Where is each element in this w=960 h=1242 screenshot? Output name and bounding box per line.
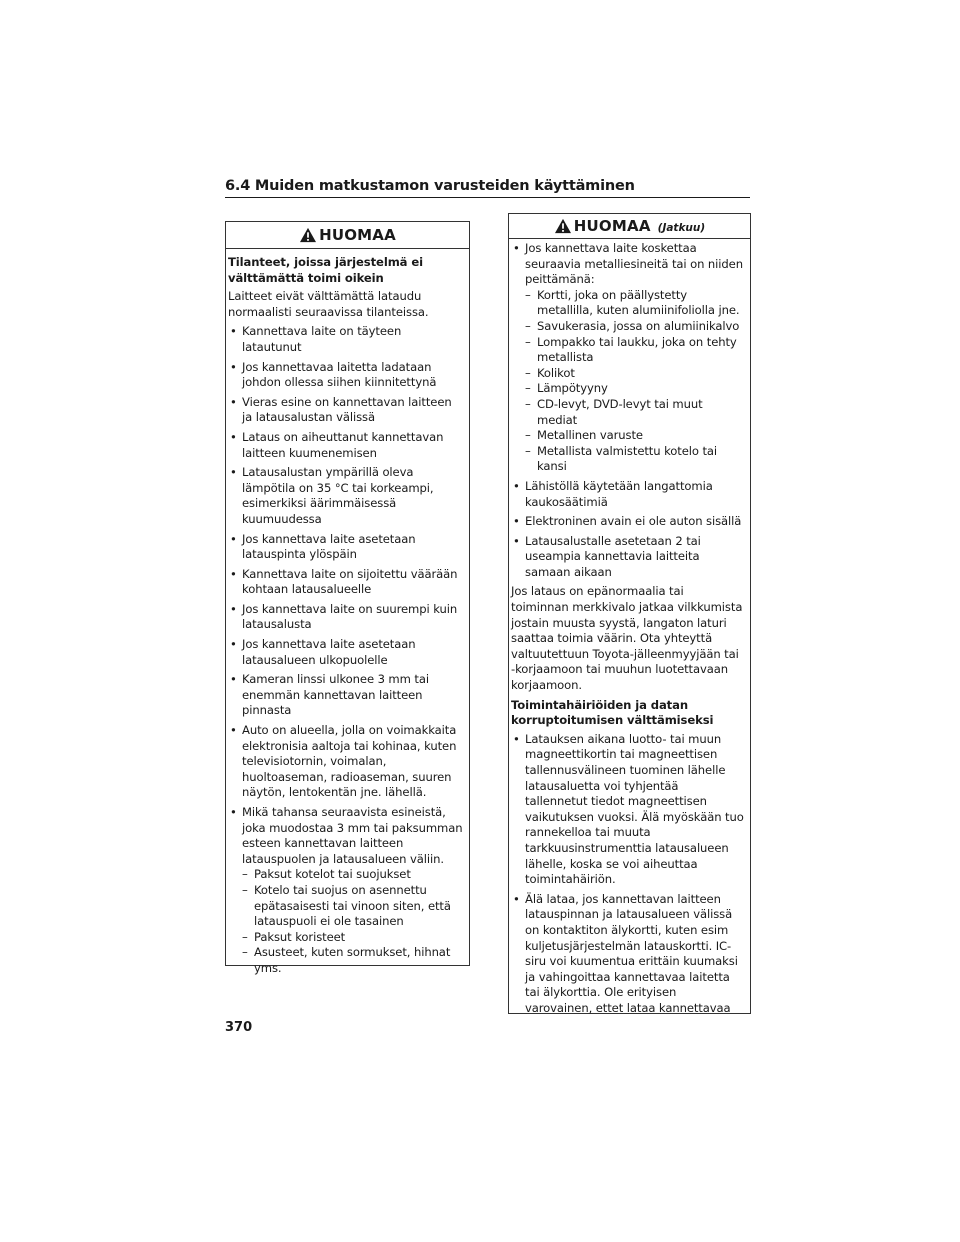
list-item: • Kannettava laite on täyteen latautunut <box>228 324 463 355</box>
list-item: • Elektroninen avain ei ole auton sisällä <box>511 514 744 530</box>
list-item: • Mikä tahansa seuraavista esineistä, joka muodostaa 3 mm tai paksumman esteen kannettavan laitteen latauspuolen ja latausalueen väliin. <box>228 805 463 867</box>
caution-header <box>226 222 469 249</box>
sub-list <box>511 288 744 475</box>
sub-list-item: – Kortti, joka on päällystetty metallilla, kuten alumiinifoliolla jne. <box>511 288 744 319</box>
list-item: • Latausalustan ympärillä oleva lämpötila on 35 °C tai korkeampi, esimerkiksi äärimmäisessä kuumuudessa <box>228 465 463 527</box>
list-item: • Kameran linssi ulkonee 3 mm tai enemmän kannettavan laitteen pinnasta <box>228 672 463 719</box>
list-item: • Älä lataa, jos kannettavan laitteen latauspinnan ja latausalueen välissä on kontaktiton älykortti, kuten esim kuljetusjärjestelmän latauskortti. IC-siru voi kuumentua erittäin kuumaksi ja vahingoittaa kannettavaa laitetta tai älykorttia. Ole erityisen varovainen, ettet lataa kannettavaa <box>511 892 744 1017</box>
list-item: • Latausalustalle asetetaan 2 tai useampia kannettavia laitteita samaan aikaan <box>511 534 744 581</box>
sub-list-item: – Asusteet, kuten sormukset, hihnat yms. <box>228 945 463 976</box>
paragraph: Jos lataus on epänormaalia tai toiminnan merkkivalo jatkaa vilkkumista jostain muusta syystä, langaton laturi saattaa toimia väärin. Ota yhteyttä valtuutettuun Toyota-jälleenmyyjään tai -korjaamoon tai muuhun luotettavaan korjaamoon. <box>511 584 743 693</box>
sub-list-item: – Kolikot <box>511 366 744 382</box>
caution-header-continued <box>509 214 750 239</box>
sub-list-item: – Metallista valmistettu kotelo tai kansi <box>511 444 744 475</box>
warning-triangle-icon <box>554 218 572 234</box>
sub-list-item: – CD-levyt, DVD-levyt tai muut mediat <box>511 397 744 428</box>
list-item: • Jos kannettava laite asetetaan latausalueen ulkopuolelle <box>228 637 463 668</box>
sub-list-item: – Kotelo tai suojus on asennettu epätasaisesti tai vinoon siten, että latauspuoli ei ole tasainen <box>228 883 463 930</box>
caution-heading: HUOMAA <box>319 226 396 244</box>
list-item: • Kannettava laite on sijoitettu väärään kohtaan latausalueelle <box>228 567 463 598</box>
sub-list-item: – Paksut kotelot tai suojukset <box>228 867 463 883</box>
list-item: • Lähistöllä käytetään langattomia kaukosäätimiä <box>511 479 744 510</box>
sub-list-item: – Metallinen varuste <box>511 428 744 444</box>
sub-list <box>228 867 463 976</box>
list-item: • Vieras esine on kannettavan laitteen ja latausalustan välissä <box>228 395 463 426</box>
intro-paragraph: Laitteet eivät välttämättä lataudu normaalisti seuraavissa tilanteissa. <box>228 289 429 319</box>
sub-list-item: – Lämpötyyny <box>511 381 744 397</box>
list-item: • Lataus on aiheuttanut kannettavan laitteen kuumenemisen <box>228 430 463 461</box>
caution-content <box>509 239 750 1017</box>
caution-box-left <box>225 221 470 975</box>
sub-list-item: – Lompakko tai laukku, joka on tehty metallista <box>511 335 744 366</box>
sub-list-item: – Paksut koristeet <box>228 930 463 946</box>
subheading: Tilanteet, joissa järjestelmä ei välttämättä toimi oikein <box>228 255 423 285</box>
list-item: • Jos kannettava laite asetetaan latauspinta ylöspäin <box>228 532 463 563</box>
list-item: • Auto on alueella, jolla on voimakkaita elektronisia aaltoja tai kohinaa, kuten televisiotornin, voimalan, huoltoaseman, radioaseman, suuren näytön, lentokentän jne. lähellä. <box>228 723 463 801</box>
list-item: • Jos kannettava laite koskettaa seuraavia metalliesineitä tai on niiden peittämänä: <box>511 241 744 288</box>
list-item: • Jos kannettavaa laitetta ladataan johdon ollessa siihen kiinnitettynä <box>228 360 463 391</box>
warning-triangle-icon <box>299 227 317 243</box>
page-number: 370 <box>225 1020 253 1035</box>
list-item: • Jos kannettava laite on suurempi kuin latausalusta <box>228 602 463 633</box>
subheading: Toimintahäiriöiden ja datan korruptoitumisen välttämiseksi <box>511 697 714 728</box>
sub-list-item: – Savukerasia, jossa on alumiinikalvo <box>511 319 744 335</box>
list-item: • Latauksen aikana luotto- tai muun magneettikortin tai magneettisen tallennusvälineen tuominen lähelle latausaluetta voi tyhjentää tallennetut tiedot magneettisen vaikutuksen vuoksi. Älä myöskään tuo rannekelloa tai muuta tarkkuusinstrumenttia latausalueen lähelle, koska se voi aiheuttaa toimintahäiriön. <box>511 732 744 888</box>
caution-box-right <box>508 213 751 1014</box>
continued-label: (Jatkuu) <box>657 221 706 234</box>
caution-heading: HUOMAA <box>573 217 651 235</box>
caution-content <box>226 249 469 977</box>
section-title: 6.4 Muiden matkustamon varusteiden käyttäminen <box>225 178 750 198</box>
